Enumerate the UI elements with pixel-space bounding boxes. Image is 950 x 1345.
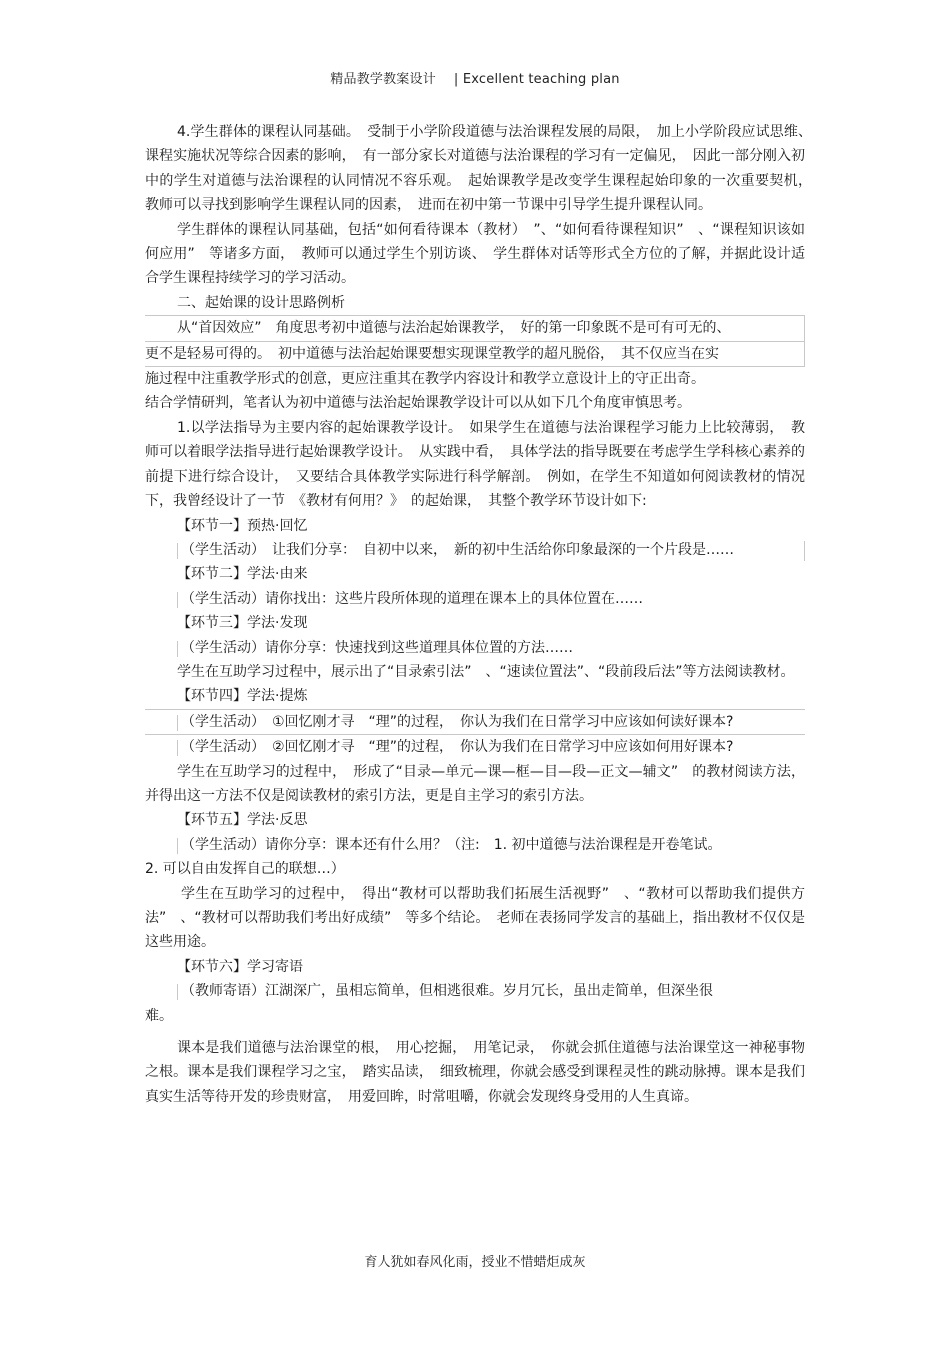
paragraph-learning-method: 1.以学法指导为主要内容的起始课教学设计。 如果学生在道德与法治课程学习能力上比较薄弱， 教师可以着眼学法指导进行起始课教学设计。 从实践中看， 具体学法的指导既要在考虑学生学科核心素养的前提下进行综合设计， 又要结合具体教学实际进行科学解剖。 例如，在学生不知道如何阅读教材的情况下，我曾经设计了一节 《教材有何用？》 的起始课， 其整个教学环节设计如下: [145, 419, 805, 510]
step-6-message: （教师寄语）江湖深广，虽相忘简单，但相逃很难。岁月冗长，虽出走简单，但深坐很 [145, 979, 805, 1003]
section-heading-2: 二、起始课的设计思路例析 [177, 294, 345, 311]
paragraph-primacy-line4: 结合学情研判，笔者认为初中道德与法治起始课教学设计可以从如下几个角度审慎思考。 [145, 395, 691, 412]
step-5-heading: 【环节五】学法·反思 [177, 812, 308, 829]
document-body [145, 120, 819, 1109]
paragraph-step-5-result: 学生在互助学习的过程中， 得出“教材可以帮助我们拓展生活视野” 、“教材可以帮助我们提供方法” 、“教材可以帮助我们考出好成绩” 等多个结论。 老师在表扬同学发言的基础上，指出教材不仅仅是这些用途。 [145, 885, 805, 951]
paragraph-recognition-basis: 学生群体的课程认同基础，包括“如何看待课本（教材） ”、“如何看待课程知识” 、“课程知识该如何应用” 等诸多方面， 教师可以通过学生个别访谈、 学生群体对话等形式全方位的了解，并据此设计适合学生课程持续学习的学习活动。 [145, 221, 805, 287]
step-3-heading: 【环节三】学法·发现 [177, 615, 308, 632]
paragraph-step-4-result: 学生在互助学习的过程中， 形成了“目录—单元—课—框—目—段—正文—辅文” 的教材阅读方法，并得出这一方法不仅是阅读教材的索引方法，更是自主学习的索引方法。 [145, 763, 805, 804]
step-4-heading: 【环节四】学法·提炼 [177, 688, 308, 705]
page-header [0, 68, 950, 87]
step-4-activity-1: （学生活动） ①回忆刚才寻 “理”的过程， 你认为我们在日常学习中应该如何读好课本? [145, 709, 805, 734]
paragraph-step-3-result: 学生在互助学习过程中，展示出了“目录索引法” 、“速读位置法”、“段前段后法”等方法阅读教材。 [177, 663, 795, 680]
step-6-message-end: 难。 [145, 1007, 173, 1024]
header-title: 精品教学教案设计 [330, 72, 436, 87]
header-subtitle: | Excellent teaching plan [453, 72, 620, 87]
paragraph-primacy-line2: 更不是轻易可得的。 初中道德与法治起始课要想实现课堂教学的超凡脱俗， 其不仅应当在实 [145, 341, 805, 367]
step-5-activity: （学生活动）请你分享：课本还有什么用？（注: 1. 初中道德与法治课程是开卷笔试。 [145, 833, 805, 857]
paragraph-primacy-line3: 施过程中注重教学形式的创意，更应注重其在教学内容设计和教学立意设计上的守正出奇。 [145, 371, 705, 388]
step-2-heading: 【环节二】学法·由来 [177, 566, 308, 583]
paragraph-primacy-line1: 从“首因效应” 角度思考初中道德与法治起始课教学， 好的第一印象既不是可有可无的、 [145, 315, 805, 340]
step-3-activity: （学生活动）请你分享：快速找到这些道理具体位置的方法…… [145, 636, 805, 660]
step-2-activity: （学生活动）请你找出：这些片段所体现的道理在课本上的具体位置在…… [145, 587, 805, 611]
step-4-activity-2: （学生活动） ②回忆刚才寻 “理”的过程， 你认为我们在日常学习中应该如何用好课本? [145, 734, 805, 759]
page-footer: 育人犹如春风化雨，授业不惜蜡炬成灰 [364, 1255, 586, 1270]
step-5-activity-note: 2. 可以自由发挥自己的联想…） [145, 861, 345, 878]
step-1-activity: （学生活动） 让我们分享： 自初中以来， 新的初中生活给你印象最深的一个片段是…… [145, 538, 805, 562]
step-1-heading: 【环节一】预热·回忆 [177, 517, 308, 534]
step-6-heading: 【环节六】学习寄语 [177, 958, 303, 975]
paragraph-student-recognition: 4.学生群体的课程认同基础。 受制于小学阶段道德与法治课程发展的局限， 加上小学阶段应试思维、 课程实施状况等综合因素的影响， 有一部分家长对道德与法治课程的学习有一定偏见， 因此一部分刚入初中的学生对道德与法治课程的认同情况不容乐观。 起始课教学是改变学生课程起始印象的一次重要契机， 教师可以寻找到影响学生课程认同的因素， 进而在初中第一节课中引导学生提升课程认同。 [145, 124, 819, 214]
paragraph-conclusion: 课本是我们道德与法治课堂的根， 用心挖掘， 用笔记录， 你就会抓住道德与法治课堂这一神秘事物之根。课本是我们课程学习之宝， 踏实品读， 细致梳理，你就会感受到课程灵性的跳动脉搏。课本是我们真实生活等待开发的珍贵财富， 用爱回眸，时常咀嚼，你就会发现终身受用的人生真谛。 [145, 1040, 805, 1105]
